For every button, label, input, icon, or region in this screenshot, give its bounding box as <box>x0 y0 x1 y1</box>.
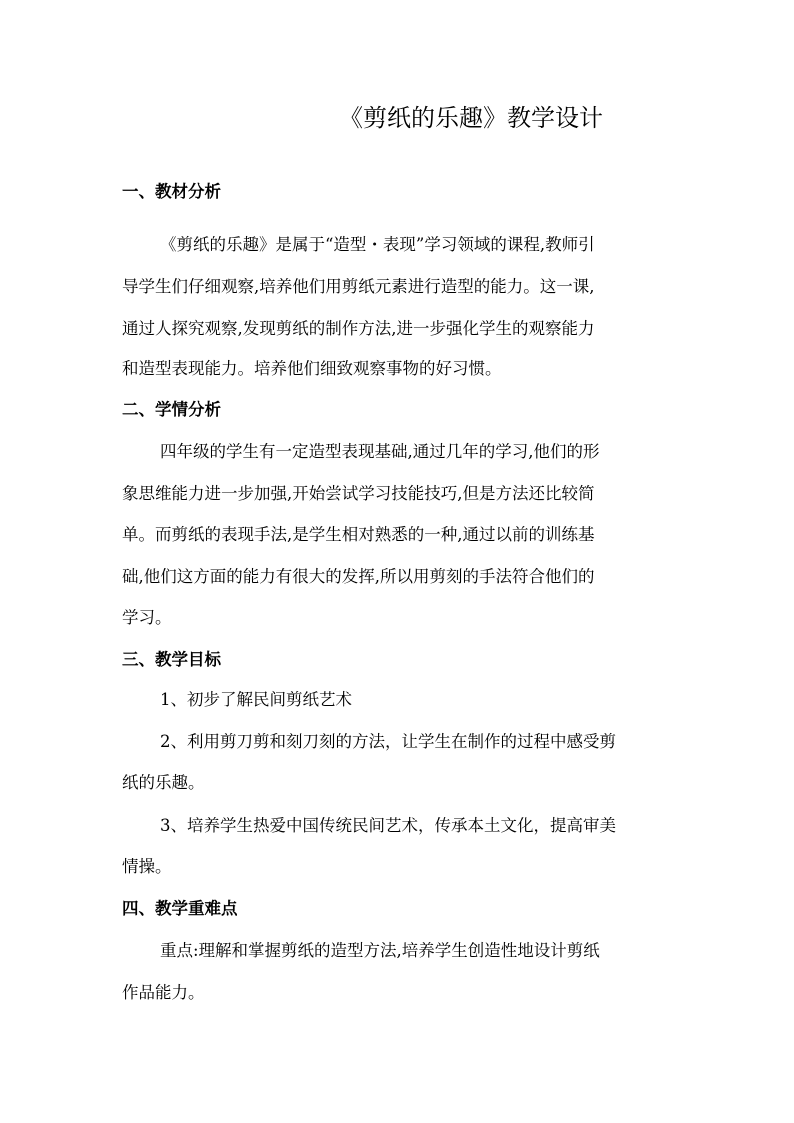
paragraph-line: 《剪纸的乐趣》是属于“造型・表现”学习领域的课程,教师引 <box>160 235 595 254</box>
paragraph-line: 纸的乐趣。 <box>122 773 205 792</box>
paragraph-line: 和造型表现能力。培养他们细致观察事物的好习惯。 <box>122 359 502 378</box>
section-heading-key-points: 四、教学重难点 <box>122 899 238 918</box>
paragraph-line: 1、初步了解民间剪纸艺术 <box>160 690 352 709</box>
paragraph-line: 通过人探究观察,发现剪纸的制作方法,进一步强化学生的观察能力 <box>122 319 595 338</box>
paragraph-line: 3、培养学生热爱中国传统民间艺术，传承本土文化，提高审美 <box>160 816 616 835</box>
section-heading-teaching-goals: 三、教学目标 <box>122 650 221 669</box>
paragraph-line: 作品能力。 <box>122 983 205 1002</box>
paragraph-line: 重点:理解和掌握剪纸的造型方法,培养学生创造性地设计剪纸 <box>160 941 600 960</box>
paragraph-line: 四年级的学生有一定造型表现基础,通过几年的学习,他们的形 <box>160 442 600 461</box>
paragraph-line: 学习。 <box>122 608 172 627</box>
paragraph-line: 础,他们这方面的能力有很大的发挥,所以用剪刻的手法符合他们的 <box>122 567 595 586</box>
section-heading-learner-analysis: 二、学情分析 <box>122 400 221 419</box>
paragraph-line: 象思维能力进一步加强,开始尝试学习技能技巧,但是方法还比较简 <box>122 484 595 503</box>
section-heading-textbook-analysis: 一、教材分析 <box>122 182 221 201</box>
document-title: 《剪纸的乐趣》教学设计 <box>339 104 603 132</box>
paragraph-line: 单。而剪纸的表现手法,是学生相对熟悉的一种,通过以前的训练基 <box>122 525 595 544</box>
paragraph-line: 情操。 <box>122 857 172 876</box>
paragraph-line: 导学生们仔细观察,培养他们用剪纸元素进行造型的能力。这一课, <box>122 277 595 296</box>
paragraph-line: 2、利用剪刀剪和刻刀刻的方法，让学生在制作的过程中感受剪 <box>160 732 616 751</box>
